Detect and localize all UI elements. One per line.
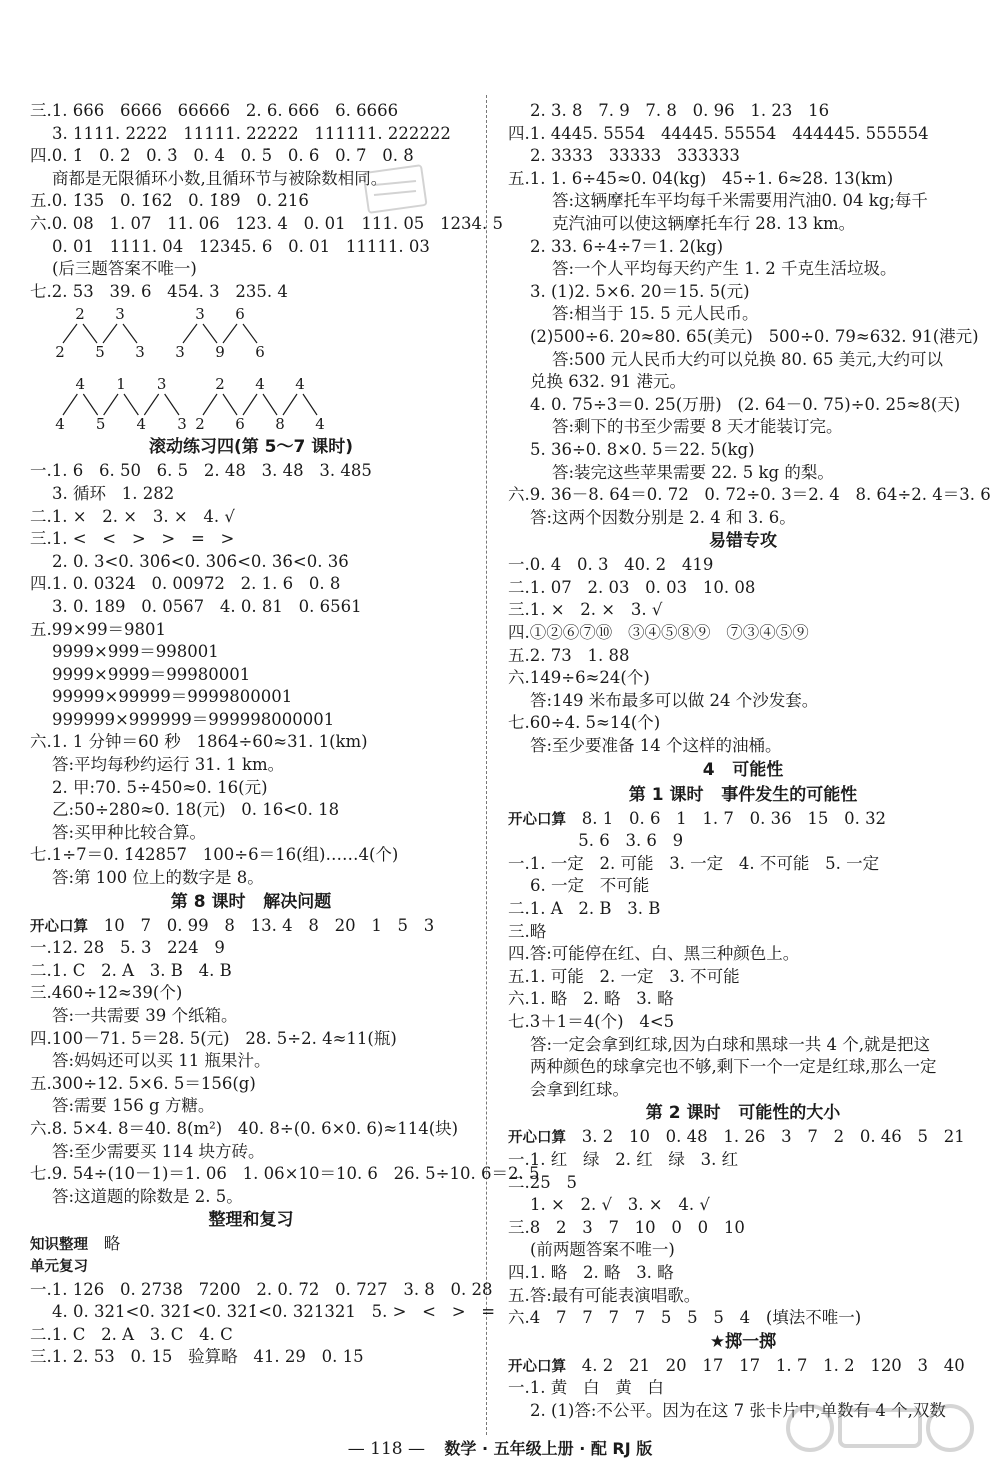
section-label: 开心口算	[508, 1358, 566, 1375]
answer-line: 2. 33. 6÷4÷7＝1. 2(kg)	[530, 236, 724, 256]
answer-line: 5. 36÷0. 8×0. 5＝22. 5(kg)	[530, 439, 755, 459]
section-heading: 滚动练习四(第 5～7 课时)	[148, 437, 354, 458]
answer-line: 4. 0. 321<0. 32̇1̇<0. 3̇21̇<0. 321321 5. > < > =	[52, 1302, 496, 1322]
answer-line: 开心口算 10 7 0. 99 8 13. 4 8 20 1 5 3	[30, 915, 435, 935]
answer-line: 答:妈妈还可以买 11 瓶果汁。	[52, 1051, 271, 1071]
answer-line: 开心口算 3. 2 10 0. 48 1. 26 3 7 2 0. 46 5 21	[508, 1127, 965, 1147]
answer-line: 答:至少要准备 14 个这样的油桶。	[530, 736, 782, 756]
answer-line: 答:149 米布最多可以做 24 个沙发套。	[530, 690, 819, 710]
answer-line: 开心口算 4. 2 21 20 17 17 1. 7 1. 2 120 3 40	[508, 1355, 965, 1375]
tree-branch-line	[183, 324, 197, 343]
answer-line: 二.25 5	[508, 1172, 577, 1192]
answer-line: 七.9. 54÷(10－1)＝1. 06 1. 06×10＝10. 6 26. 5÷10. 6＝2. 5	[30, 1164, 540, 1184]
tree-branch-line	[165, 394, 179, 415]
answer-line: 六.8. 5×4. 8＝40. 8(m²) 40. 8÷(0. 6×0. 6)≈114(块)	[30, 1118, 459, 1138]
answer-line: 七.2. 53 39. 6 454. 3 235. 4	[30, 281, 288, 301]
answer-line: 六.149÷6≈24(个)	[508, 668, 650, 688]
tree-branch-line	[203, 324, 217, 343]
tree-bottom-number: 5	[95, 343, 105, 362]
answer-line: 答:第 100 位上的数字是 8。	[52, 868, 264, 888]
answer-line: 9999×9999＝99980001	[52, 664, 251, 684]
tree-branch-line	[63, 394, 77, 415]
answer-line: 三.略	[508, 921, 547, 941]
answer-line: 知识整理 略	[30, 1234, 121, 1254]
tree-top-number: 3	[156, 375, 167, 394]
tree-top-number: 4	[255, 375, 265, 394]
tree-branch-line	[104, 394, 118, 415]
tree-bottom-number: 6	[255, 343, 265, 362]
answer-line: 克汽油可以使这辆摩托车行 28. 13 km。	[552, 213, 856, 233]
answer-line: 答:500 元人民币大约可以兑换 80. 65 美元,大约可以	[552, 349, 944, 369]
tree-branch-line	[123, 324, 137, 343]
tree-top-number: 3	[195, 305, 205, 324]
answer-line: (后三题答案不唯一)	[52, 259, 197, 279]
answer-line: 2. 3333 33333 333333	[530, 146, 740, 166]
section-heading: 4 可能性	[702, 759, 784, 780]
answer-line: 兑换 632. 91 港元。	[530, 372, 686, 392]
answer-line: 四.1. 4445. 5554 44445. 55554 444445. 555554	[508, 123, 929, 143]
answer-line: 2. 甲:70. 5÷450≈0. 16(元)	[52, 777, 268, 797]
answer-line: 答:这辆摩托车平均每千米需要用汽油0. 04 kg;每千	[552, 191, 928, 211]
answer-line: 2. (1)答:不公平。因为在这 7 张卡片中,单数有 4 个,双数	[530, 1400, 946, 1420]
answer-line: 三.1. 2. 53 0. 15 验算略 41. 29 0. 15̇	[30, 1347, 364, 1367]
answer-line: 四.0. 1̇ 0. 2̇ 0. 3̇ 0. 4̇ 0. 5̇ 0. 6̇ 0. 7̇ 0. 8̇	[30, 146, 414, 166]
tree-bottom-number: 8	[275, 415, 285, 434]
section-label: 知识整理	[30, 1237, 88, 1254]
answer-line: 答:这两个因数分别是 2. 4 和 3. 6。	[530, 507, 796, 527]
answer-line: 七.60÷4. 5≈14(个)	[508, 713, 661, 733]
answer-line: 一.12. 28 5. 3 224 9	[30, 938, 225, 958]
answer-line: 两种颜色的球拿完也不够,剩下一个一定是红球,那么一定	[530, 1057, 937, 1077]
answer-line: 五.1. 可能 2. 一定 3. 不可能	[508, 966, 740, 986]
answer-line: 乙:50÷280≈0. 18(元) 0. 16<0. 18	[52, 800, 340, 820]
watermark-logo	[780, 1400, 980, 1460]
answer-line: 四.1. 略 2. 略 3. 略	[508, 1262, 674, 1282]
answer-line: 9999×999＝998001	[52, 642, 219, 662]
tree-top-number: 3	[115, 305, 125, 324]
tree-branch-line	[223, 394, 237, 415]
tree-branch-line	[83, 324, 97, 343]
answer-line: 一.1. 6 6. 50 6. 5 2. 48 3. 4̇8̇ 3. 485	[30, 461, 372, 481]
tree-bottom-number: 3	[177, 415, 187, 434]
answer-line: 五.答:最有可能表演唱歌。	[508, 1285, 701, 1305]
answer-line: 一.1. 一定 2. 可能 3. 一定 4. 不可能 5. 一定	[508, 853, 880, 873]
answer-line: 四.1. 0. 0324 0. 00972 2. 1. 6 0. 8	[30, 574, 341, 594]
tree-branch-line	[263, 394, 277, 415]
answer-line: 答:一定会拿到红球,因为白球和黑球一共 4 个,就是把这	[530, 1034, 931, 1054]
tree-top-number: 1	[116, 375, 126, 394]
answer-line: 二.1. A 2. B 3. B	[508, 899, 661, 918]
answer-line: 一.0. 4 0. 3 40. 2 419	[508, 555, 714, 575]
answer-line: 三.1. < < > > = >	[30, 529, 235, 549]
tree-bottom-number: 3	[135, 343, 145, 362]
answer-line: 答:买甲种比较合算。	[52, 822, 207, 842]
tree-branch-line	[203, 394, 217, 415]
answer-line: 六.9. 36－8. 64＝0. 72 0. 72÷0. 3＝2. 4 8. 64÷2. 4＝3. 6	[508, 485, 991, 505]
column-divider	[486, 95, 487, 1435]
tree-bottom-number: 9	[215, 343, 225, 362]
right-column	[508, 100, 991, 1422]
answer-line: 一.1. 黄 白 黄 白	[508, 1378, 664, 1398]
answer-line: 三.460÷12≈39(个)	[30, 983, 183, 1003]
section-heading: 第 8 课时 解决问题	[170, 891, 332, 912]
answer-line: 2. 3. 8 7. 9 7. 8 0. 96 1. 23 16	[530, 101, 830, 120]
answer-line: 七.3＋1＝4(个) 4<5	[508, 1011, 675, 1031]
tree-branch-line	[283, 394, 297, 415]
answer-line: 二.1. × 2. × 3. × 4. √	[30, 506, 235, 526]
tree-branch-line	[223, 324, 237, 343]
answer-line: 五.2. 73 1. 88	[508, 645, 630, 665]
tree-top-number: 2	[75, 305, 85, 324]
answer-line: 答:平均每秒约运行 31. 1 km。	[52, 755, 285, 775]
answer-line: 一.1. 126 0. 2738 7200 2. 0. 7̇2̇ 0. 727 3. 8 0. 28	[30, 1279, 493, 1299]
answer-line: 一.1. 红 绿 2. 红 绿 3. 红	[508, 1149, 739, 1169]
tree-bottom-number: 6	[235, 415, 245, 434]
answer-line: 六.1. 1 分钟＝60 秒 1864÷60≈31. 1(km)	[30, 732, 368, 752]
tree-bottom-number: 2	[195, 415, 205, 434]
answer-line: 六.0. 08 1. 07 11. 06 123. 4 0. 01 111. 05 1234. 5	[30, 213, 504, 233]
tree-branch-line	[103, 324, 117, 343]
answer-line: 商都是无限循环小数,且循环节与被除数相同。	[52, 168, 388, 188]
answer-line: 3. 0. 189 0. 0567 4. 0. 81 0. 6561	[52, 596, 362, 616]
answer-line: 答:需要 156 g 方糖。	[52, 1096, 215, 1116]
tree-bottom-number: 4	[315, 415, 325, 434]
answer-line: 答:一个人平均每天约产生 1. 2 千克生活垃圾。	[552, 259, 897, 279]
tree-bottom-number: 4	[136, 415, 147, 434]
tree-top-number: 2	[215, 375, 225, 394]
answer-line: 二.1. C 2. A 3. B 4. B	[30, 960, 232, 980]
section-heading: 整理和复习	[208, 1210, 294, 1231]
tree-bottom-number: 3	[175, 343, 185, 362]
tree-branch-line	[303, 394, 317, 415]
tree-top-number: 6	[235, 305, 245, 324]
answer-line: 3. 1111. 2222 11111. 22222 111111. 222222	[52, 123, 451, 143]
answer-line: 五.0. 1̇35̇ 0. 1̇62̇ 0. 1̇89̇ 0. 2̇16̇	[30, 191, 309, 211]
section-label: 开心口算	[30, 918, 88, 935]
tree-branch-line	[243, 394, 257, 415]
tree-top-number: 4	[295, 375, 305, 394]
answer-line: 3. (1)2. 5×6. 20＝15. 5(元)	[530, 281, 750, 301]
tree-branch-line	[124, 394, 138, 415]
tree-bottom-number: 2	[55, 343, 65, 362]
section-heading: 易错专攻	[709, 531, 777, 552]
answer-line: 四.答:可能停在红、白、黑三种颜色上。	[508, 944, 800, 964]
answer-line: 99999×99999＝9999800001	[52, 687, 293, 707]
answer-line: 二.1. C 2. A 3. C 4. C	[30, 1324, 233, 1344]
tree-bottom-number: 4	[55, 415, 65, 434]
answer-line: 二.1. 07 2. 03 0. 03 10. 08	[508, 577, 756, 597]
answer-line: 答:相当于 15. 5 元人民币。	[552, 304, 759, 324]
answer-line: (2)500÷6. 20≈80. 65(美元) 500÷0. 79≈632. 91(港元)	[530, 326, 979, 346]
answer-line: 五.300÷12. 5×6. 5＝156(g)	[30, 1073, 256, 1093]
section-label: 开心口算	[508, 811, 566, 828]
answer-line: 5. 6 3. 6 9	[552, 831, 684, 851]
answer-line: 6. 一定 不可能	[530, 876, 650, 896]
stamp-mark	[362, 163, 428, 215]
answer-line: 开心口算 8. 1 0. 6 1 1. 7 0. 36 15 0. 32	[508, 808, 887, 828]
tree-branch-line	[144, 394, 158, 415]
answer-line: 六.4 7 7 7 7 5 5 5 4 (填法不唯一)	[508, 1308, 862, 1328]
tree-top-number: 4	[75, 375, 86, 394]
section-label: 开心口算	[508, 1130, 566, 1147]
answer-line: 0. 01 1111. 04 12345. 6 0. 01 11111. 03	[52, 236, 430, 256]
answer-line: 4. 0. 75÷3＝0. 25(万册) (2. 64－0. 75)÷0. 25≈8(天)	[530, 394, 961, 414]
answer-line: 会拿到红球。	[530, 1079, 629, 1099]
section-heading: ★掷一掷	[709, 1331, 777, 1352]
subsection-heading: 单元复习	[30, 1258, 88, 1275]
answer-line: (前两题答案不唯一)	[530, 1240, 675, 1260]
answer-line: 六.1. 略 2. 略 3. 略	[508, 989, 674, 1009]
answer-line: 四.100－71. 5＝28. 5(元) 28. 5÷2. 4≈11(瓶)	[30, 1028, 397, 1048]
answer-line: 五.99×99＝9801	[30, 619, 167, 639]
answer-line: 四.①②⑥⑦⑩ ③④⑤⑧⑨ ⑦③④⑤⑨	[508, 623, 809, 643]
tree-branch-line	[243, 324, 257, 343]
answer-line: 999999×999999＝999998000001	[52, 709, 335, 729]
section-heading: 第 2 课时 可能性的大小	[645, 1103, 841, 1124]
answer-line: 2. 0. 3<0. 30̇6̇<0. 3̇0̇6̇<0. 3̇6̇<0. 36̇	[52, 551, 349, 571]
book-title: 数学 · 五年级上册 · 配 RJ 版	[444, 1439, 653, 1458]
answer-line: 五.1. 1. 6÷45≈0. 04(kg) 45÷1. 6≈28. 13(km)	[508, 168, 894, 188]
section-heading: 第 1 课时 事件发生的可能性	[628, 784, 858, 805]
answer-line: 三.1. 666 6666 66666 2. 6. 666 6. 6666	[30, 101, 399, 120]
answer-line: 七.1÷7＝0. 1̇42857̇ 100÷6＝16(组)……4(个)	[30, 845, 399, 865]
answer-line: 答:这道题的除数是 2. 5。	[52, 1186, 243, 1206]
tree-branch-line	[63, 324, 77, 343]
answer-line: 答:装完这些苹果需要 22. 5 kg 的梨。	[552, 462, 834, 482]
tree-bottom-number: 5	[95, 415, 106, 434]
answer-line: 答:一共需要 39 个纸箱。	[52, 1006, 238, 1025]
page-number: — 118 —	[347, 1439, 425, 1459]
answer-line: 1. × 2. √ 3. × 4. √	[530, 1195, 710, 1215]
answer-line: 3. 循环 1. 282	[52, 483, 175, 503]
answer-line: 三.8 2 3 7 10 0 0 10	[508, 1217, 745, 1237]
factor-tree-figure	[30, 305, 450, 435]
answer-line: 答:剩下的书至少需要 8 天才能装订完。	[552, 417, 843, 437]
answer-line: 三.1. × 2. × 3. √	[508, 600, 663, 620]
tree-branch-line	[83, 394, 97, 415]
answer-line: 答:至少需要买 114 块方砖。	[52, 1141, 265, 1161]
